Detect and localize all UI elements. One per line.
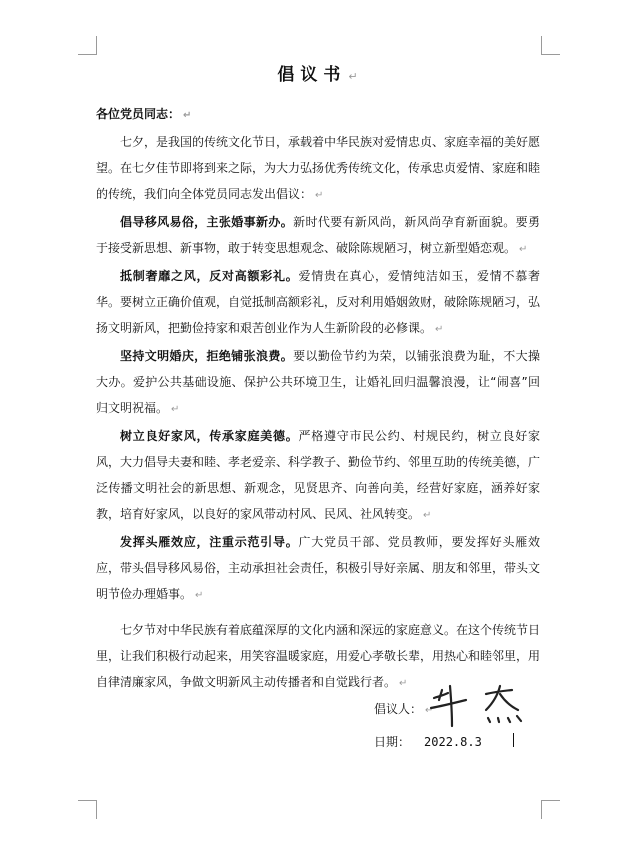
proposer-line [374, 700, 433, 717]
section-body: 严格遵守市民公约、村规民约，树立良好家风，大力倡导夫妻和睦、孝老爱亲、科学教子、勤俭节约、邻里互助的传统美德，广泛传播文明社会的新思想、新观念，见贤思齐、向善向美，经营好家庭，涵养好家教，培育好家风，以良好的家风带动村风、民风、社风转变。 [96, 429, 541, 521]
section-body: 爱情贵在真心，爱情纯洁如玉，爱情不慕奢华。要树立正确价值观，自觉抵制高额彩礼，反对利用婚姻敛财，破除陈规陋习，弘扬文明新风，把勤俭持家和艰苦创业作为人生新阶段的必修课。 [96, 269, 541, 335]
handwritten-signature [428, 684, 538, 728]
section-paragraph-3 [96, 343, 540, 423]
section-heading: 倡导移风易俗，主张婚事新办。 [120, 215, 294, 229]
paragraph-mark: ↵ [399, 678, 408, 689]
section-paragraph-2 [96, 263, 540, 343]
page-corner-top-left [78, 36, 97, 55]
section-paragraph-1 [96, 209, 540, 263]
section-body: 新时代要有新风尚，新风尚孕育新面貌。要勇于接受新思想、新事物，敢于转变思想观念、破除陈规陋习，树立新型婚恋观。 [96, 215, 540, 255]
date-line [374, 733, 482, 750]
date-label: 日期： [374, 735, 411, 749]
salutation: 各位党员同志： [96, 107, 181, 121]
page-corner-bottom-right [541, 800, 560, 819]
paragraph-mark: ↵ [519, 244, 528, 255]
paragraph-mark: ↵ [348, 70, 358, 83]
section-paragraph-5 [96, 529, 540, 609]
paragraph-mark: ↵ [315, 190, 324, 201]
intro-text: 七夕，是我国的传统文化节日，承载着中华民族对爱情忠贞、家庭幸福的美好愿望。在七夕佳节即将到来之际，为大力弘扬优秀传统文化，传承忠贞爱情、家庭和睦的传统，我们向全体党员同志发出倡议： [96, 135, 541, 201]
proposer-label: 倡议人： [374, 702, 423, 716]
paragraph-mark: ↵ [183, 110, 192, 121]
section-body: 广大党员干部、党员教师，要发挥好头雁效应，带头倡导移风易俗，主动承担社会责任，积极引导好亲属、朋友和邻里，带头文明节俭办理婚事。 [96, 535, 541, 601]
intro-paragraph [96, 129, 540, 209]
section-heading: 树立良好家风，传承家庭美德。 [120, 429, 299, 443]
section-paragraph-4 [96, 423, 540, 529]
section-heading: 发挥头雁效应，注重示范引导。 [120, 535, 299, 549]
paragraph-mark: ↵ [423, 510, 432, 521]
section-heading: 坚持文明婚庆，拒绝铺张浪费。 [120, 349, 294, 363]
document-title-line [0, 60, 635, 85]
section-body: 要以勤俭节约为荣，以铺张浪费为耻，不大操大办。爱护公共基础设施、保护公共环境卫生，让婚礼回归温馨浪漫，让“闹喜”回归文明祝福。 [96, 349, 540, 415]
page-corner-bottom-left [78, 800, 97, 819]
text-cursor [513, 733, 514, 747]
page-corner-top-right [541, 36, 560, 55]
date-value: 2022.8.3 [424, 735, 482, 749]
paragraph-mark: ↵ [425, 705, 434, 716]
document-title: 倡议书 [277, 65, 347, 85]
paragraph-mark: ↵ [195, 590, 204, 601]
section-heading: 抵制奢靡之风，反对高额彩礼。 [120, 269, 299, 283]
closing-text: 七夕节对中华民族有着底蕴深厚的文化内涵和深远的家庭意义。在这个传统节日里，让我们积极行动起来，用笑容温暖家庭，用爱心孝敬长辈，用热心和睦邻里，用自律清廉家风，争做文明新风主动传播者和自觉践行者。 [96, 623, 541, 689]
document-body[interactable] [96, 101, 540, 697]
paragraph-mark: ↵ [171, 404, 180, 415]
paragraph-mark: ↵ [435, 324, 444, 335]
salutation-paragraph [96, 101, 540, 129]
